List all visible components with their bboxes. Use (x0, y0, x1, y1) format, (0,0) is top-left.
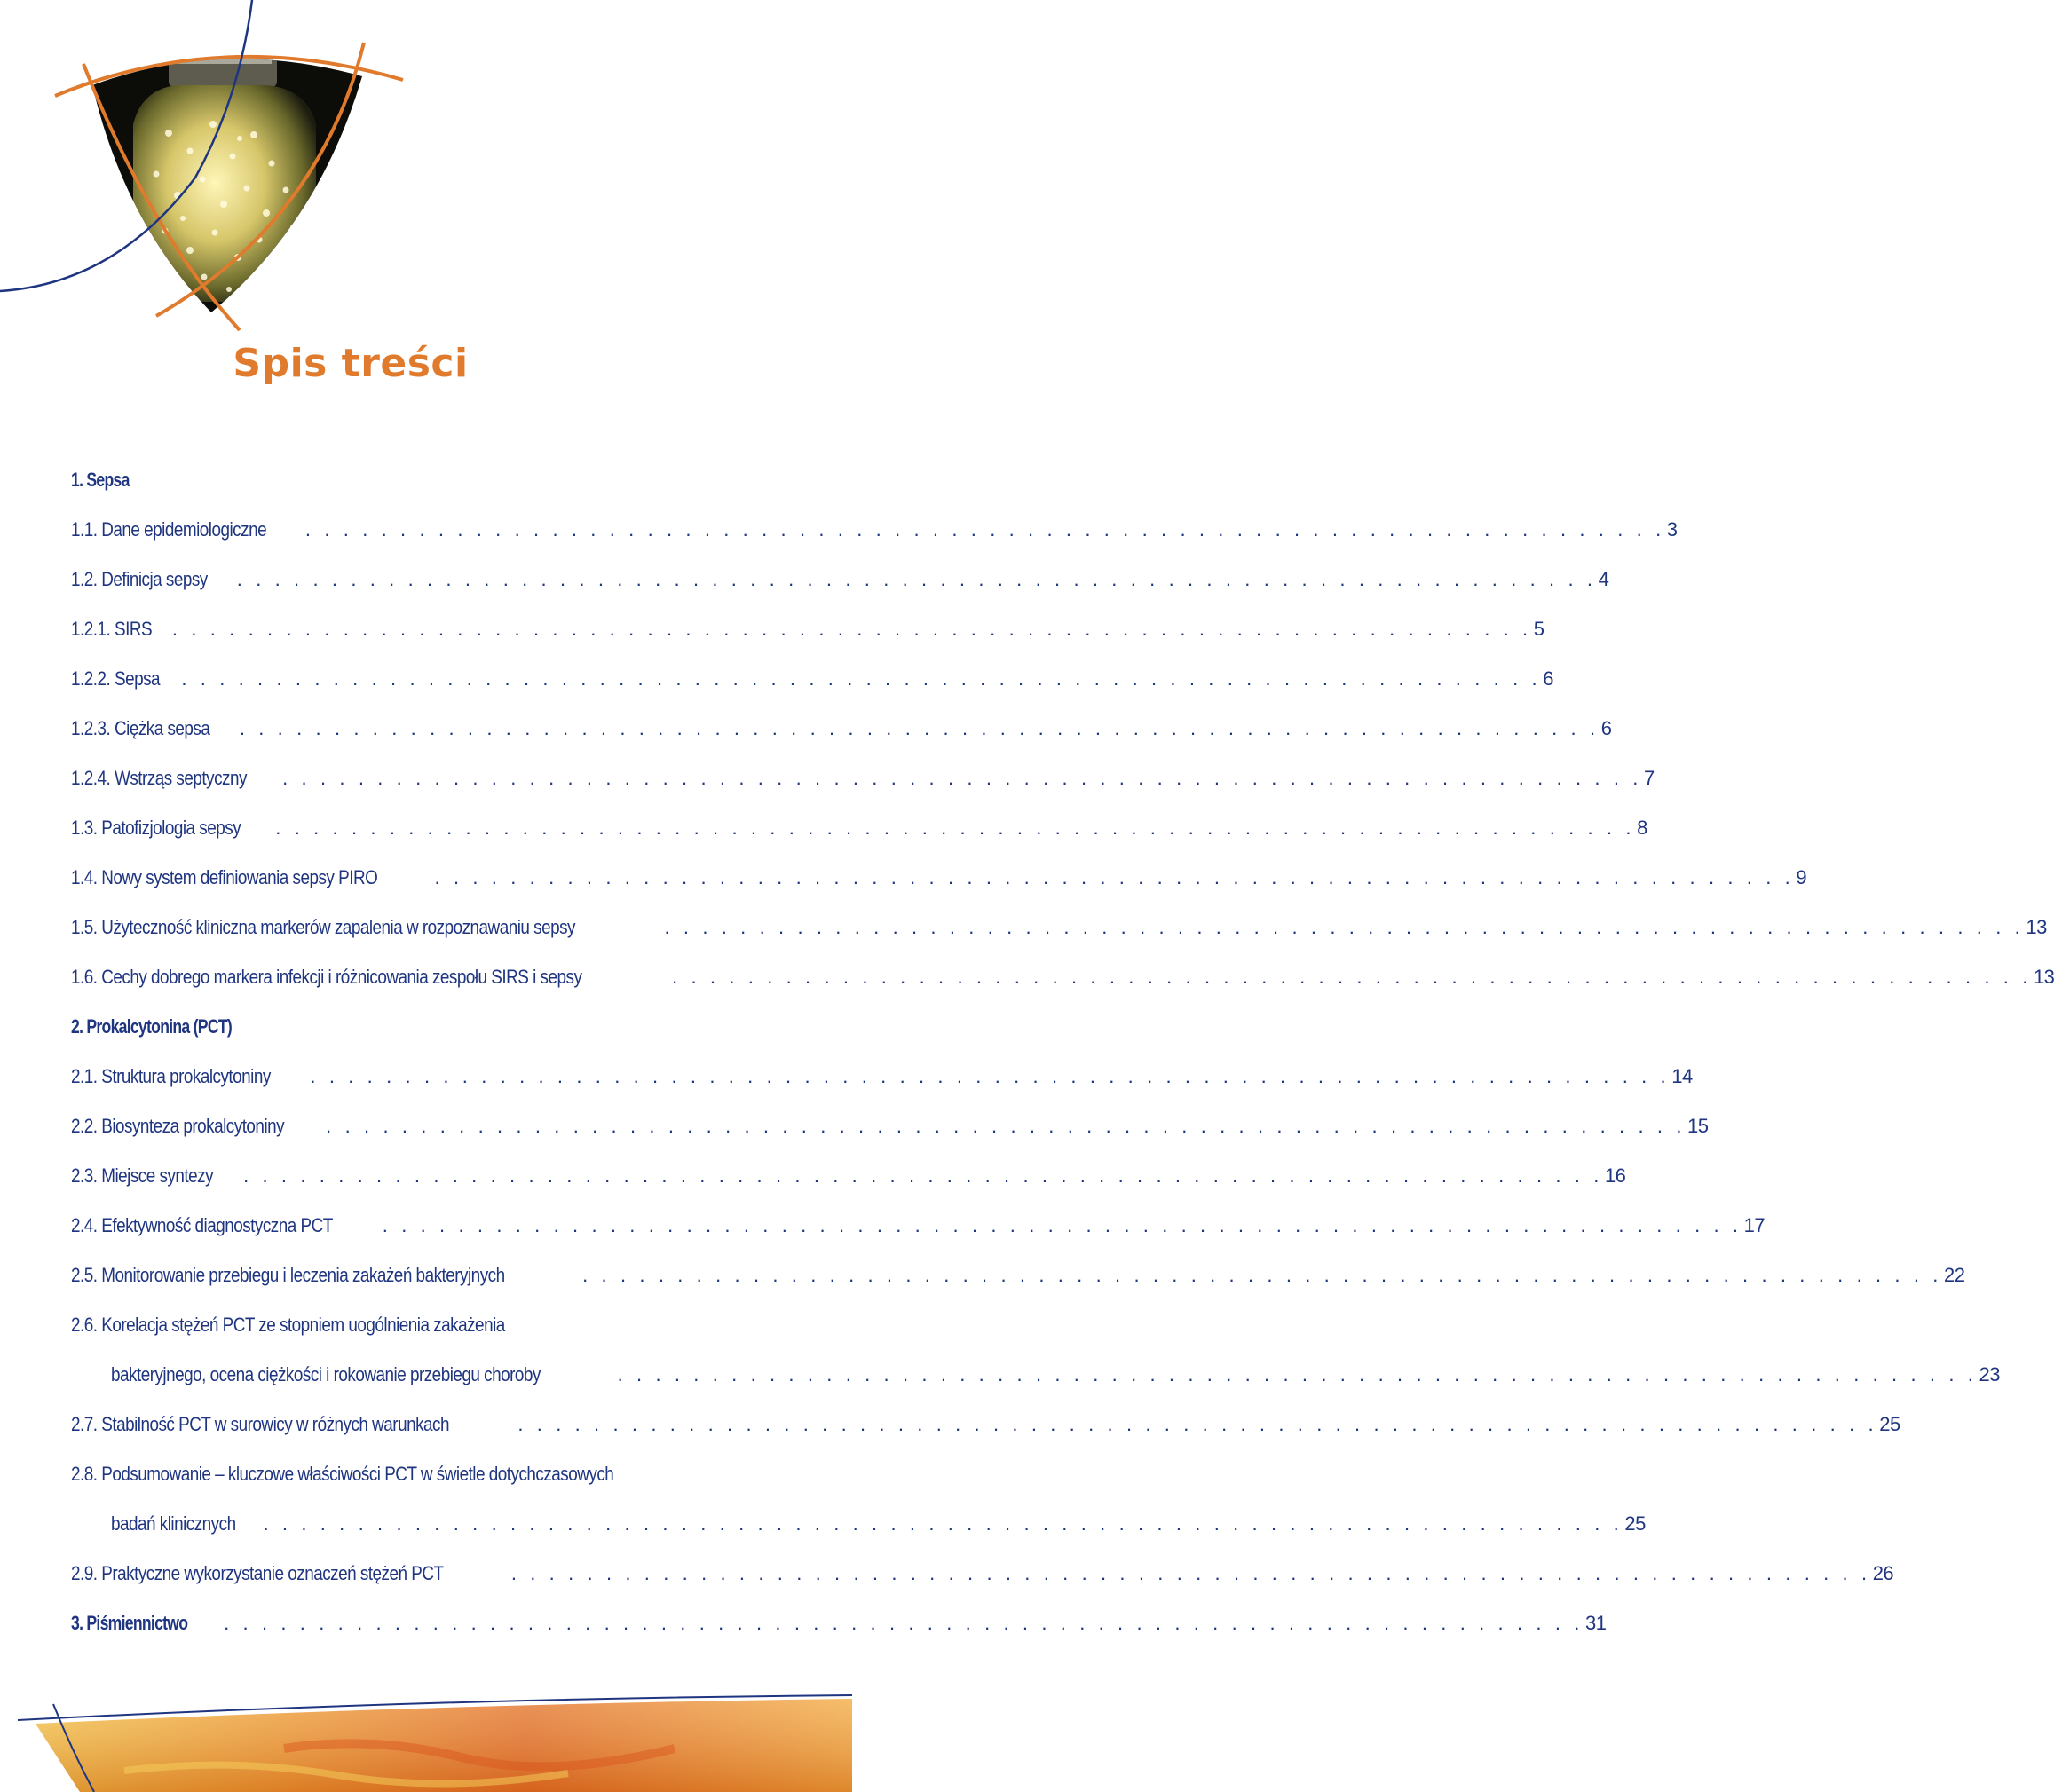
toc-label: 1.3. Patofizjologia sepsy (71, 817, 241, 839)
toc-entry[interactable] (71, 1138, 1626, 1188)
toc-entry[interactable] (71, 1237, 1965, 1287)
toc-page-number: 17 (1743, 1214, 1766, 1236)
toc-entry[interactable] (71, 1386, 1900, 1436)
toc-label: 2.3. Miejsce syntezy (71, 1164, 214, 1187)
toc-label: 1.2. Definicja sepsy (71, 568, 208, 590)
toc-page-number: 25 (1624, 1512, 1646, 1535)
toc-entry[interactable] (71, 889, 2047, 939)
toc-label: 2.4. Efektywność diagnostyczna PCT (71, 1214, 333, 1236)
toc-page-number: 6 (1543, 667, 1553, 690)
toc-label: 2.6. Korelacja stężeń PCT ze stopniem uogólnienia zakażenia (71, 1314, 505, 1336)
toc-page-number: 14 (1671, 1065, 1693, 1087)
toc-entry[interactable] (71, 641, 1553, 691)
toc-heading-pismiennictwo[interactable] (71, 1585, 1607, 1635)
toc-leader-dots: . . . . . . . . . . . . . . . . . . . . . . . . . . . . . . . . . . . . . . . . . . . . . . . . . . . . . . . . . . . . . . . . . . . . . . . . (236, 568, 1597, 590)
toc-page-number: 25 (1879, 1413, 1900, 1435)
toc-page-number: 4 (1598, 568, 1609, 590)
toc-leader-dots: . . . . . . . . . . . . . . . . . . . . . . . . . . . . . . . . . . . . . . . . . . . . . . . . . . . . . . . . . . . . . . . . . . . . . . . . (517, 1413, 1878, 1435)
toc-page-number: 3 (1666, 518, 1678, 541)
toc-page-number: 8 (1637, 817, 1647, 839)
toc-leader-dots: . . . . . . . . . . . . . . . . . . . . . . . . . . . . . . . . . . . . . . . . . . . . . . . . . . . . . . . . . . . . . . . . . . . . . . . . (617, 1363, 1978, 1385)
toc-label: 1.2.4. Wstrząs septyczny (71, 767, 247, 789)
toc-page-number: 5 (1533, 618, 1544, 640)
toc-label: 1.4. Nowy system definiowania sepsy PIRO (71, 866, 378, 888)
toc-leader-dots: . . . . . . . . . . . . . . . . . . . . . . . . . . . . . . . . . . . . . . . . . . . . . . . . . . . . . . . . . . . . . . . . . . . . . . . . (326, 1115, 1687, 1137)
toc-entry[interactable] (71, 1188, 1766, 1237)
toc-leader-dots: . . . . . . . . . . . . . . . . . . . . . . . . . . . . . . . . . . . . . . . . . . . . . . . . . . . . . . . . . . . . . . . . . . . . . . . . (310, 1065, 1671, 1087)
toc-leader-dots: . . . . . . . . . . . . . . . . . . . . . . . . . . . . . . . . . . . . . . . . . . . . . . . . . . . . . . . . . . . . . . . . . . . . . . . . (263, 1512, 1623, 1535)
toc-page-number: 16 (1604, 1164, 1626, 1187)
toc-page-number: 7 (1643, 767, 1655, 789)
toc-label: 1.2.1. SIRS (71, 618, 153, 640)
toc-leader-dots: . . . . . . . . . . . . . . . . . . . . . . . . . . . . . . . . . . . . . . . . . . . . . . . . . . . . . . . . . . . . . . . . . . . . . . . . (672, 966, 2032, 988)
toc-leader-dots: . . . . . . . . . . . . . . . . . . . . . . . . . . . . . . . . . . . . . . . . . . . . . . . . . . . . . . . . . . . . . . . . . . . . . . . . (382, 1214, 1742, 1236)
toc-entry[interactable] (71, 541, 1609, 591)
toc-label: 1.6. Cechy dobrego markera infekcji i różnicowania zespołu SIRS i sepsy (71, 966, 582, 988)
jar-photo-illustration (0, 0, 426, 337)
toc-entry[interactable] (71, 790, 1647, 840)
toc-label: 2.7. Stabilność PCT w surowicy w różnych warunkach (71, 1413, 450, 1435)
toc-label: badań klinicznych (111, 1512, 236, 1535)
bottom-decorative-band (0, 1686, 852, 1792)
toc-entry[interactable] (71, 840, 1807, 889)
toc-label: 1. Sepsa (71, 469, 130, 491)
toc-page-number: 31 (1584, 1612, 1607, 1634)
toc-label: 1.2.3. Ciężka sepsa (71, 717, 210, 739)
toc-leader-dots: . . . . . . . . . . . . . . . . . . . . . . . . . . . . . . . . . . . . . . . . . . . . . . . . . . . . . . . . . . . . . . . . . . . . . . . . (171, 618, 1532, 640)
toc-label: 2.5. Monitorowanie przebiegu i leczenia zakażeń bakteryjnych (71, 1264, 505, 1286)
toc-entry[interactable] (71, 1535, 1894, 1585)
toc-leader-dots: . . . . . . . . . . . . . . . . . . . . . . . . . . . . . . . . . . . . . . . . . . . . . . . . . . . . . . . . . . . . . . . . . . . . . . . . (239, 717, 1600, 739)
toc-leader-dots: . . . . . . . . . . . . . . . . . . . . . . . . . . . . . . . . . . . . . . . . . . . . . . . . . . . . . . . . . . . . . . . . . . . . . . . . (664, 916, 2025, 938)
toc-label: bakteryjnego, ocena ciężkości i rokowanie przebiegu choroby (111, 1363, 541, 1385)
toc-label: 2.2. Biosynteza prokalcytoniny (71, 1115, 285, 1137)
toc-label: 1.5. Użyteczność kliniczna markerów zapalenia w rozpoznawaniu sepsy (71, 916, 576, 938)
toc-page-number: 6 (1600, 717, 1612, 739)
toc-page-number: 13 (2033, 966, 2054, 988)
toc-leader-dots: . . . . . . . . . . . . . . . . . . . . . . . . . . . . . . . . . . . . . . . . . . . . . . . . . . . . . . . . . . . . . . . . . . . . . . . . (275, 817, 1636, 839)
toc-label: 2.9. Praktyczne wykorzystanie oznaczeń stężeń PCT (71, 1562, 444, 1584)
toc-leader-dots: . . . . . . . . . . . . . . . . . . . . . . . . . . . . . . . . . . . . . . . . . . . . . . . . . . . . . . . . . . . . . . . . . . . . . . . . (243, 1164, 1603, 1187)
toc-leader-dots: . . . . . . . . . . . . . . . . . . . . . . . . . . . . . . . . . . . . . . . . . . . . . . . . . . . . . . . . . . . . . . . . . . . . . . . . (510, 1562, 1871, 1584)
toc-entry[interactable] (71, 691, 1612, 740)
toc-entry[interactable] (71, 492, 1678, 541)
toc-page-number: 23 (1979, 1363, 2000, 1385)
toc-label: 1.1. Dane epidemiologiczne (71, 518, 267, 541)
toc-leader-dots: . . . . . . . . . . . . . . . . . . . . . . . . . . . . . . . . . . . . . . . . . . . . . . . . . . . . . . . . . . . . . . . . . . . . . . . . (582, 1264, 1942, 1286)
toc-label: 3. Piśmiennictwo (71, 1612, 188, 1634)
toc-entry[interactable] (71, 939, 2054, 989)
toc-entry-continuation[interactable] (111, 1486, 1646, 1535)
toc-leader-dots: . . . . . . . . . . . . . . . . . . . . . . . . . . . . . . . . . . . . . . . . . . . . . . . . . . . . . . . . . . . . . . . . . . . . . . . . (304, 518, 1665, 541)
toc-entry[interactable] (71, 1436, 721, 1486)
toc-entry[interactable] (71, 740, 1655, 790)
toc-label: 2.8. Podsumowanie – kluczowe właściwości PCT w świetle dotychczasowych (71, 1463, 614, 1485)
toc-entry[interactable] (71, 591, 1544, 641)
toc-leader-dots: . . . . . . . . . . . . . . . . . . . . . . . . . . . . . . . . . . . . . . . . . . . . . . . . . . . . . . . . . . . . . . . . . . . . . . . . (224, 1612, 1584, 1634)
toc-entry[interactable] (71, 1038, 1693, 1088)
toc-page-number: 13 (2026, 916, 2047, 938)
toc-entry[interactable] (71, 1287, 721, 1337)
toc-page-number: 15 (1687, 1115, 1709, 1137)
toc-label: 1.2.2. Sepsa (71, 667, 161, 690)
toc-label: 2.1. Struktura prokalcytoniny (71, 1065, 271, 1087)
toc-page-number: 26 (1872, 1562, 1894, 1584)
toc-page-number: 22 (1943, 1264, 1965, 1286)
toc-heading-prokalcytonina[interactable] (71, 989, 721, 1038)
toc-entry[interactable] (71, 1088, 1709, 1138)
toc-label: 2. Prokalcytonina (PCT) (71, 1015, 232, 1038)
page-title: Spis treści (233, 341, 469, 386)
toc-leader-dots: . . . . . . . . . . . . . . . . . . . . . . . . . . . . . . . . . . . . . . . . . . . . . . . . . . . . . . . . . . . . . . . . . . . . . . . . (181, 667, 1542, 690)
toc-entry-continuation[interactable] (111, 1337, 2000, 1386)
toc-heading-sepsa[interactable] (71, 442, 721, 492)
toc-leader-dots: . . . . . . . . . . . . . . . . . . . . . . . . . . . . . . . . . . . . . . . . . . . . . . . . . . . . . . . . . . . . . . . . . . . . . . . . (434, 866, 1795, 888)
toc-leader-dots: . . . . . . . . . . . . . . . . . . . . . . . . . . . . . . . . . . . . . . . . . . . . . . . . . . . . . . . . . . . . . . . . . . . . . . . . (282, 767, 1642, 789)
toc-page-number: 9 (1796, 866, 1807, 888)
